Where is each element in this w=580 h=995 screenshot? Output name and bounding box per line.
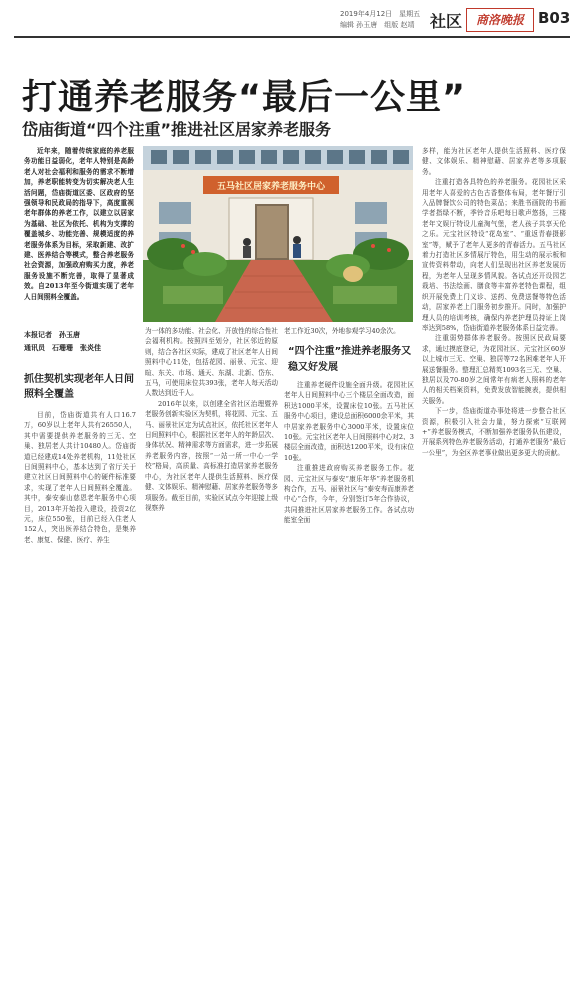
publication-date: 2019年4月12日 星期五 [340, 10, 421, 18]
editor-credits: 编辑 孙玉唐 组版 赵靖 [340, 21, 415, 29]
paragraph: 多样，能为社区老年人提供生活照料、医疗保健、文体娱乐、精神慰藉、居家养老等多项服务。 [422, 147, 566, 176]
column-3-top [284, 326, 414, 336]
lead-paragraph: 近年来，随着传统家庭的养老服务功能日益弱化，老年人特别是高龄老人对社会福利和服务的需求不断增加，养老职能转变为切实解决老人生活问题，岱庙街道区委、区政府的坚强领导和民政局的指导下，高度重视老年群体的养老工作，以建立以居家为基础、社区为依托、机构为支撑的覆盖城乡、功能完善、规模适度的养老服务体系为目标，采取新建、改扩建、医养结合等模式，整合养老服务社会资源，加强政府购买力度，养老服务设施不断完善，取得了显著成效。自2013年至今街道实现了老年人日间照料全覆盖。 [24, 147, 134, 301]
paragraph: 注重推进政府购买养老服务工作。花园、元宝社区与泰安“康乐年华”养老服务机构合作，五马、丽景社区与“泰安寿而康养老中心”合作，今年，分别签订5年合作协议，共同推进社区居家养老服务工作。各试点功能室全面 [284, 464, 414, 525]
section-heading-coverage: 抓住契机实现老年人日间照料全覆盖 [24, 374, 134, 400]
photo-illustration [143, 146, 413, 322]
paragraph: 老工作近30次，外地参观学习40余次。 [284, 327, 400, 335]
paragraph: 2016年以来，以创建全省社区治理暨养老服务创新实验区为契机，将花园、元宝、五马、丽景社区定为试点社区，依托社区老年人日间照料中心，根据社区老年人的年龄层次、身体状况、精神需求等方面需求，进一步拓展养老服务内容，按照“一站一所一中心一学校”格局，高质量、高标准打造居家养老服务中心，为社区老年人提供生活照料、医疗保健、文体娱乐、精神慰藉、居家养老服务等多项服务。截至目前，实验区试点今年迎接上级视察养 [145, 399, 278, 512]
header-rule [14, 36, 570, 38]
byline-reporter: 本报记者 孙玉唐 [24, 330, 80, 339]
masthead [0, 0, 580, 40]
column-2-body [145, 326, 278, 513]
paragraph: 为一体的多功能、社会化、开放性的综合性社会福利机构。按照四至划分，社区邻近的原则，结合各社区实际，建成了社区老年人日间照料中心11处，包括花园、丽景、元宝、迎暄、东关、市场、通天、东湖、北新、岱东、五马，可使用床位共393张，老年人每天活动人数达到近千人。 [145, 327, 278, 398]
article-subtitle: 岱庙街道“四个注重”推进社区居家养老服务 [22, 120, 332, 139]
section-heading-four-focus: “四个注重”推进养老服务又稳又好发展 [288, 346, 412, 373]
column-3-body [284, 380, 414, 526]
article-title: 打通养老服务“最后一公里” [22, 78, 467, 118]
newspaper-logo: 商洛晚报 [466, 8, 534, 32]
community-center-photo [143, 146, 413, 322]
column-1-body [24, 410, 136, 545]
byline-correspondent: 通讯员 石珊珊 张炎佳 [24, 343, 101, 352]
paragraph: 目前，岱庙街道共有人口16.7万，60岁以上老年人共有26550人，其中需要提供养老服务的三无、空巢、独居老人共计10480人。岱庙街道已经建成14处养老机构，11处社区日间照料中心，基本达到了省厅关于建立社区日间照料中心的硬件标准要求，实现了老年人日间照料全覆盖。其中，泰安泰山慈恩老年服务中心项目，2013年开始投入建设，投资2亿元，床位550张，目前已经入住老人152人，突出医养结合特色，是集养老、康复、保健、医疗、养生 [24, 411, 136, 544]
paragraph: 注重养老硬件设施全面升级。花园社区老年人日间照料中心三个楼层全面改造，面积达1000平米，设置床位10张。五马社区服务中心项目，建设总面积6000余平米，其中居家养老服务中心3000平米，设置床位10张。元宝社区老年人日间照料中心对2、3楼层全面改造，面积达1200平米，设有床位10张。 [284, 381, 414, 462]
paragraph: 注重弱势群体养老服务。按照区民政局要求，通过摸底登记，为花园社区、元宝社区60岁以上城市三无、空巢、独居等72名困难老年人开展送餐服务。整理汇总精英1093名三无、空巢、独居以及70-80岁之间常年有病老人照料的老年人的相关档案资料，免费发放智能腕表，提供相关服务。 [422, 334, 566, 405]
photo-sign-text: 五马社区居家养老服务中心 [216, 182, 326, 192]
article-lead [24, 146, 134, 302]
section-name: 社区 [430, 12, 463, 31]
paragraph: 下一步，岱庙街道办事处将进一步整合社区资源，积极引入社会力量，努力探索“互联网+”养老服务模式，不断加强养老服务队伍建设，开展系列特色养老服务活动，打通养老服务“最后一公里”，为全区养老事业做出更多更大的贡献。 [422, 407, 566, 457]
page-number: B03 [538, 9, 571, 27]
paragraph: 注重打造各具特色的养老服务。花园社区采用老年人喜爱的古色古香整体布局，老年餐厅引入品牌餐饮公司的特色菜品；来胜书画院的书画学者指绿不断，季铃音乐吧每日歌声悠扬，三楼老年文娱厅特设儿童淘气堡，老人孩子共享天伦之乐。元宝社区特设“花岛室”、“重返青春摄影室”等，赋予了老年人更多的青春活力。五马社区着力打造社区多情展厅特色，用生动的展示板和宣传资料带动，向老人们呈现出社区养老发展历程，为老年人呈现多情风貌。各试点还开设园艺栽培、书法绘画、膳食等丰富养老特色课程，组织开展免费上门义诊、送药、免费送餐等特色活动，居家养老上门服务初步推开。同时，加强护理人员的培训考核，确保内养老护理员持证上岗率达到58%，岱庙街道养老服务体系日益完善。 [422, 178, 566, 332]
column-4-body [422, 146, 566, 458]
